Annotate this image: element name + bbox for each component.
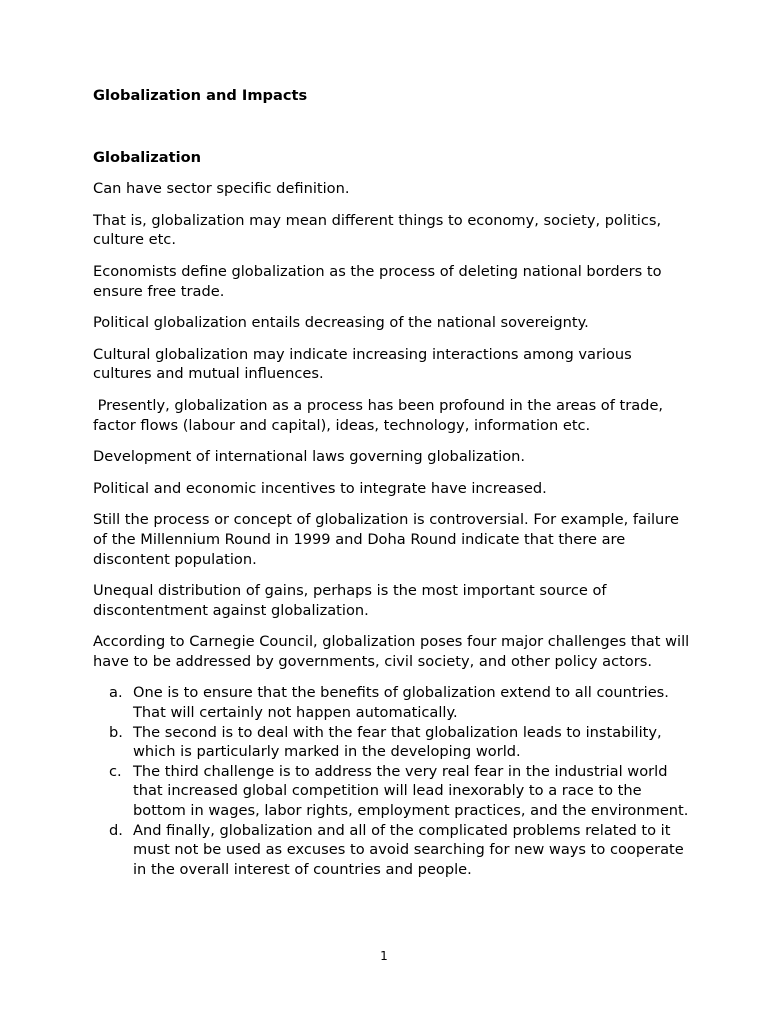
- list-marker: b.: [109, 723, 123, 741]
- paragraph: Presently, globalization as a process has been profound in the areas of trade, factor flows (labour and capital), ideas, technology, information etc.: [93, 396, 668, 434]
- list-item-text: And finally, globalization and all of the complicated problems related to it must not be used as excuses to avoid searching for new ways to cooperate in the overall interest of countries and people.: [133, 821, 684, 878]
- paragraph: Still the process or concept of globalization is controversial. For example, failure of the Millennium Round in 1999 and Doha Round indicate that there are discontent population.: [93, 511, 679, 568]
- list-marker: a.: [109, 684, 123, 702]
- document-page: [93, 86, 693, 879]
- list-item-text: The second is to deal with the fear that globalization leads to instability, which is particularly marked in the developing world.: [133, 723, 662, 761]
- paragraph: Cultural globalization may indicate increasing interactions among various cultures and mutual influences.: [93, 345, 632, 383]
- paragraph: Political and economic incentives to integrate have increased.: [93, 479, 547, 497]
- list-item-text: One is to ensure that the benefits of globalization extend to all countries. That will certainly not happen automatically.: [133, 684, 669, 722]
- paragraph: Development of international laws governing globalization.: [93, 448, 526, 466]
- section-heading: Globalization: [93, 148, 202, 166]
- list-marker: c.: [109, 762, 122, 780]
- challenges-list: [93, 683, 693, 879]
- document-title: Globalization and Impacts: [93, 87, 308, 104]
- paragraph: Political globalization entails decreasing of the national sovereignty.: [93, 314, 589, 332]
- paragraph: Can have sector specific definition.: [93, 180, 350, 198]
- list-item: [93, 723, 693, 762]
- list-item: [93, 821, 693, 880]
- list-item: [93, 762, 693, 821]
- paragraph: Unequal distribution of gains, perhaps is the most important source of discontentment against globalization.: [93, 582, 607, 619]
- paragraph: That is, globalization may mean different things to economy, society, politics, culture etc.: [93, 211, 662, 249]
- page-number: 1: [380, 949, 388, 963]
- list-item: [93, 683, 693, 722]
- list-marker: d.: [109, 821, 123, 839]
- list-item-text: The third challenge is to address the very real fear in the industrial world that increased global competition will lead inexorably to a race to the bottom in wages, labor rights, employment practices, and the environment.: [133, 762, 689, 820]
- paragraph: According to Carnegie Council, globalization poses four major challenges that will have to be addressed by governments, civil society, and other policy actors.: [93, 633, 690, 670]
- paragraph: Economists define globalization as the process of deleting national borders to ensure free trade.: [93, 262, 662, 300]
